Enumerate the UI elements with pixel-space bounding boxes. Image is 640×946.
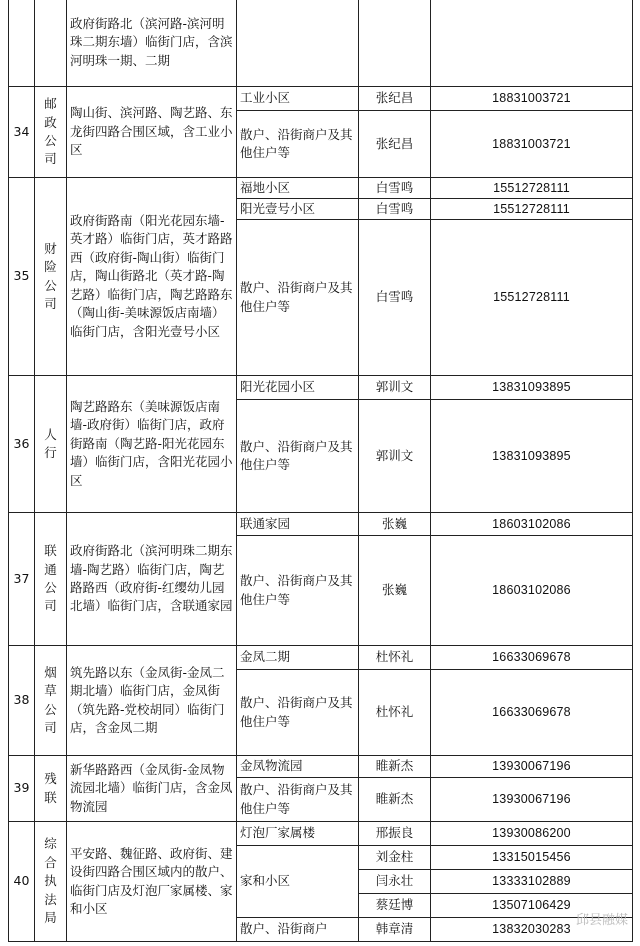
person-cell: 张巍 <box>359 513 431 536</box>
person-cell: 张巍 <box>359 536 431 646</box>
phone-cell: 15512728111 <box>431 220 633 376</box>
unit-name: 综合执法局 <box>44 836 57 926</box>
unit-cell <box>35 376 67 513</box>
person-cell: 白雪鸣 <box>359 178 431 199</box>
row-number: 36 <box>9 376 35 513</box>
table-row <box>9 0 633 87</box>
community-cell: 散户、沿街商户及其他住户等 <box>237 536 359 646</box>
community-cell: 散户、沿街商户 <box>237 918 359 942</box>
phone-cell: 13930067196 <box>431 756 633 778</box>
area-cell: 陶山街、滨河路、陶艺路、东龙街四路合围区域，含工业小区 <box>67 87 237 178</box>
table-row <box>9 646 633 670</box>
community-cell: 金凤物流园 <box>237 756 359 778</box>
community-cell: 散户、沿街商户及其他住户等 <box>237 111 359 178</box>
row-number: 35 <box>9 178 35 376</box>
phone-cell: 13315015456 <box>431 846 633 870</box>
person-cell: 闫永壮 <box>359 870 431 894</box>
phone-cell: 13831093895 <box>431 400 633 513</box>
table-row <box>9 513 633 536</box>
person-cell: 睢新杰 <box>359 778 431 822</box>
row-number: 38 <box>9 646 35 756</box>
table-row <box>9 756 633 778</box>
table-row <box>9 87 633 111</box>
community-cell: 福地小区 <box>237 178 359 199</box>
unit-name: 烟草公司 <box>44 664 57 735</box>
unit-cell <box>35 87 67 178</box>
unit-cell <box>35 178 67 376</box>
row-number: 37 <box>9 513 35 646</box>
unit-name: 联通公司 <box>44 543 57 614</box>
person-cell: 睢新杰 <box>359 756 431 778</box>
community-cell: 散户、沿街商户及其他住户等 <box>237 400 359 513</box>
phone-cell: 16633069678 <box>431 646 633 670</box>
person-cell: 张纪昌 <box>359 87 431 111</box>
phone-cell: 18831003721 <box>431 111 633 178</box>
row-number <box>9 0 35 87</box>
area-cell: 陶艺路路东（美味源饭店南墙-政府街）临街门店，政府街路南（陶艺路-阳光花园东墙）临街门店，含阳光花园小区 <box>67 376 237 513</box>
community-cell: 家和小区 <box>237 846 359 918</box>
unit-name: 人行 <box>44 426 57 460</box>
phone-cell: 13507106429 <box>431 894 633 918</box>
community-cell: 工业小区 <box>237 87 359 111</box>
area-cell: 政府街路北（滨河明珠二期东墙-陶艺路）临街门店，陶艺路路西（政府街-红缨幼儿园北墙）临街门店，含联通家园 <box>67 513 237 646</box>
phone-cell: 15512728111 <box>431 178 633 199</box>
phone-cell: 15512728111 <box>431 199 633 220</box>
phone-cell: 13930086200 <box>431 822 633 846</box>
area-cell: 政府街路北（滨河路-滨河明珠二期东墙）临街门店，含滨河明珠一期、二期 <box>67 0 237 87</box>
unit-name: 邮政公司 <box>44 96 57 167</box>
area-cell: 政府街路南（阳光花园东墙-英才路）临街门店，英才路路西（政府街-陶山街）临街门店，陶山街路北（英才路-陶艺路）临街门店，陶艺路路东（陶山街-美味源饭店南墙）临街门店，含阳光壹号小区 <box>67 178 237 376</box>
area-cell: 平安路、魏征路、政府街、建设街四路合围区域内的散户、临街门店及灯泡厂家属楼、家和小区 <box>67 822 237 942</box>
phone-cell: 13930067196 <box>431 778 633 822</box>
person-cell: 韩章清 <box>359 918 431 942</box>
community-cell: 金凤二期 <box>237 646 359 670</box>
community-cell: 灯泡厂家属楼 <box>237 822 359 846</box>
row-number: 40 <box>9 822 35 942</box>
unit-name: 残联 <box>44 771 57 805</box>
unit-cell <box>35 0 67 87</box>
phone-cell: 16633069678 <box>431 670 633 756</box>
person-cell <box>359 0 431 87</box>
unit-name: 财险公司 <box>44 240 57 311</box>
phone-cell <box>431 0 633 87</box>
community-cell: 散户、沿街商户及其他住户等 <box>237 778 359 822</box>
community-cell: 散户、沿街商户及其他住户等 <box>237 670 359 756</box>
area-cell: 筑先路以东（金凤街-金凤二期北墙）临街门店，金凤街（筑先路-党校胡同）临街门店，含金凤二期 <box>67 646 237 756</box>
person-cell: 张纪昌 <box>359 111 431 178</box>
row-number: 39 <box>9 756 35 822</box>
person-cell: 郭训文 <box>359 400 431 513</box>
community-cell: 阳光壹号小区 <box>237 199 359 220</box>
person-cell: 白雪鸣 <box>359 199 431 220</box>
unit-cell <box>35 756 67 822</box>
person-cell: 蔡廷博 <box>359 894 431 918</box>
phone-cell: 13832030283 <box>431 918 633 942</box>
person-cell: 杜怀礼 <box>359 646 431 670</box>
phone-cell: 18603102086 <box>431 513 633 536</box>
person-cell: 杜怀礼 <box>359 670 431 756</box>
phone-cell: 18831003721 <box>431 87 633 111</box>
table-row <box>9 822 633 846</box>
phone-cell: 18603102086 <box>431 536 633 646</box>
person-cell: 刘金柱 <box>359 846 431 870</box>
community-cell: 散户、沿街商户及其他住户等 <box>237 220 359 376</box>
table-row <box>9 376 633 400</box>
area-cell: 新华路路西（金凤街-金凤物流园北墙）临街门店，含金凤物流园 <box>67 756 237 822</box>
unit-cell <box>35 646 67 756</box>
phone-cell: 13831093895 <box>431 376 633 400</box>
community-cell <box>237 0 359 87</box>
table-row <box>9 178 633 199</box>
person-cell: 郭训文 <box>359 376 431 400</box>
row-number: 34 <box>9 87 35 178</box>
watermark-text: 邱县融媒 <box>575 913 628 928</box>
district-assignment-table <box>8 0 633 942</box>
unit-cell <box>35 513 67 646</box>
unit-cell <box>35 822 67 942</box>
person-cell: 白雪鸣 <box>359 220 431 376</box>
person-cell: 邢振良 <box>359 822 431 846</box>
community-cell: 阳光花园小区 <box>237 376 359 400</box>
phone-cell: 13333102889 <box>431 870 633 894</box>
community-cell: 联通家园 <box>237 513 359 536</box>
